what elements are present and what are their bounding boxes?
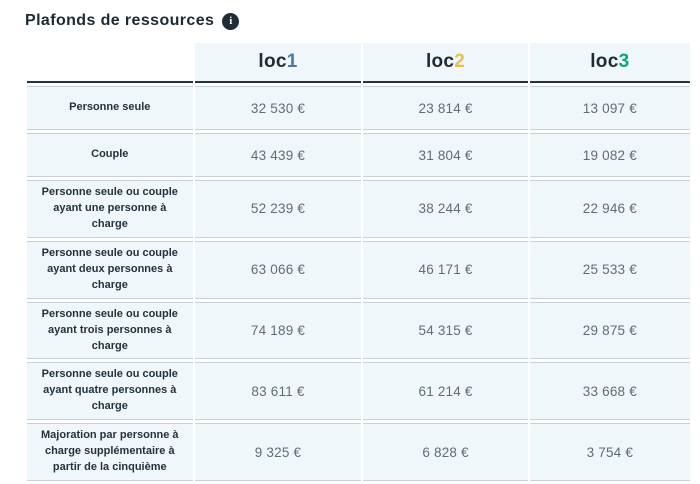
cell-value: 29 875 €	[530, 302, 690, 360]
cell-value: 9 325 €	[195, 423, 362, 481]
cell-value: 6 828 €	[363, 423, 527, 481]
table-row	[27, 362, 690, 420]
loc2-prefix: loc	[425, 51, 455, 72]
cell-value: 32 530 €	[195, 86, 362, 130]
cell-value: 54 315 €	[363, 302, 527, 360]
table-row	[27, 302, 690, 360]
row-label: Majoration par personne à charge supplémentaire à partir de la cinquième	[27, 423, 193, 481]
header-corner-cell	[27, 43, 193, 83]
cell-value: 23 814 €	[363, 86, 527, 130]
row-label: Personne seule ou couple ayant trois personnes à charge	[27, 302, 193, 360]
table-row	[27, 86, 690, 130]
cell-value: 22 946 €	[530, 180, 690, 238]
row-label: Couple	[27, 133, 193, 177]
row-label: Personne seule	[27, 86, 193, 130]
cell-value: 31 804 €	[363, 133, 527, 177]
cell-value: 3 754 €	[530, 423, 690, 481]
column-header-loc2	[363, 43, 527, 83]
row-label: Personne seule ou couple ayant une personne à charge	[27, 180, 193, 238]
column-header-loc1	[195, 43, 362, 83]
cell-value: 13 097 €	[530, 86, 690, 130]
page-title: Plafonds de ressources	[25, 12, 215, 29]
cell-value: 61 214 €	[363, 362, 527, 420]
cell-value: 25 533 €	[530, 241, 690, 299]
header-row	[27, 43, 690, 83]
loc3-number: 3	[618, 51, 630, 72]
column-header-loc3	[530, 43, 690, 83]
info-icon[interactable]: i	[222, 13, 239, 30]
title-row	[25, 12, 692, 30]
cell-value: 52 239 €	[195, 180, 362, 238]
cell-value: 43 439 €	[195, 133, 362, 177]
row-label: Personne seule ou couple ayant deux personnes à charge	[27, 241, 193, 299]
plafonds-table	[25, 40, 692, 484]
table-row	[27, 241, 690, 299]
cell-value: 46 171 €	[363, 241, 527, 299]
table-row	[27, 423, 690, 481]
loc2-number: 2	[454, 51, 466, 72]
cell-value: 63 066 €	[195, 241, 362, 299]
cell-value: 33 668 €	[530, 362, 690, 420]
cell-value: 74 189 €	[195, 302, 362, 360]
table-row	[27, 133, 690, 177]
loc3-prefix: loc	[590, 51, 619, 72]
cell-value: 38 244 €	[363, 180, 527, 238]
row-label: Personne seule ou couple ayant quatre personnes à charge	[27, 362, 193, 420]
loc1-number: 1	[286, 51, 298, 72]
loc1-prefix: loc	[258, 51, 287, 72]
cell-value: 19 082 €	[530, 133, 690, 177]
table-row	[27, 180, 690, 238]
cell-value: 83 611 €	[195, 362, 362, 420]
